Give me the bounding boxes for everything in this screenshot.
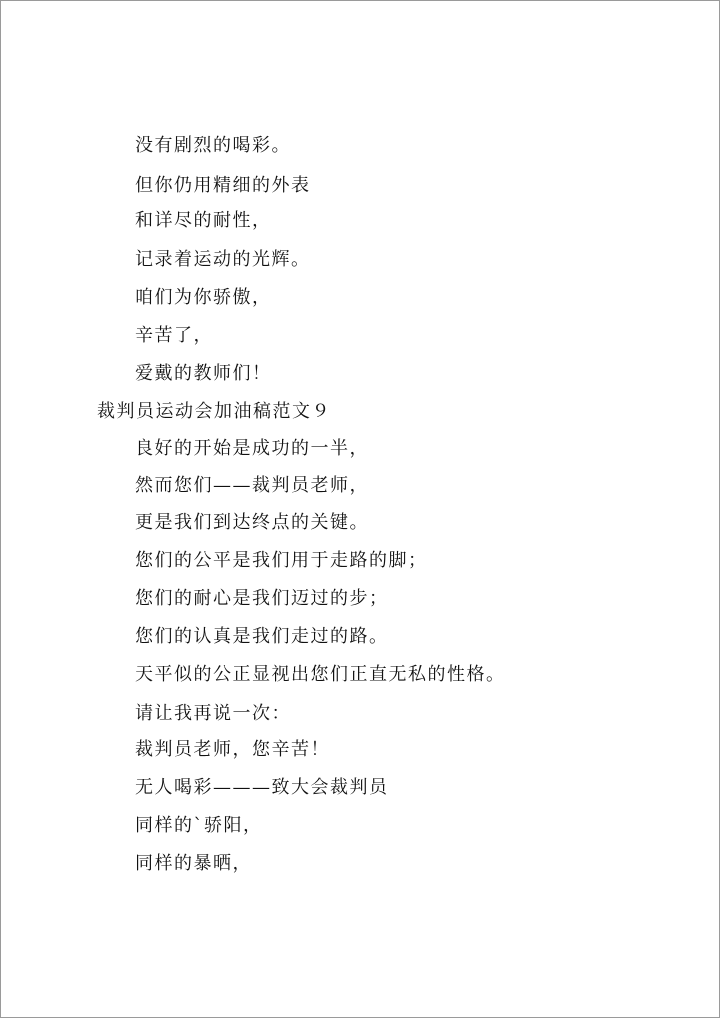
text-line: 请让我再说一次：	[135, 703, 291, 724]
text-line: 记录着运动的光辉。	[135, 249, 311, 270]
text-line: 您们的认真是我们走过的路。	[135, 626, 389, 647]
text-line: 同样的`骄阳，	[135, 815, 263, 836]
text-line: 辛苦了，	[135, 325, 213, 346]
text-line: 然而您们——裁判员老师，	[135, 475, 369, 496]
section-heading: 裁判员运动会加油稿范文９	[97, 401, 331, 422]
text-line: 您们的耐心是我们迈过的步；	[135, 588, 389, 609]
text-line: 裁判员老师，您辛苦！	[135, 739, 330, 760]
text-line: 但你仍用精细的外表	[135, 175, 311, 196]
text-line: 您们的公平是我们用于走路的脚；	[135, 550, 428, 571]
text-line: 咱们为你骄傲，	[135, 287, 272, 308]
text-line: 没有剧烈的喝彩。	[135, 135, 291, 156]
text-line: 良好的开始是成功的一半，	[135, 438, 369, 459]
text-line: 更是我们到达终点的关键。	[135, 512, 369, 533]
text-line: 无人喝彩———致大会裁判员	[135, 777, 389, 798]
text-line: 和详尽的耐性，	[135, 210, 272, 231]
text-line: 天平似的公正显视出您们正直无私的性格。	[135, 664, 506, 685]
text-line: 爱戴的教师们！	[135, 363, 272, 384]
text-line: 同样的暴晒，	[135, 853, 252, 874]
